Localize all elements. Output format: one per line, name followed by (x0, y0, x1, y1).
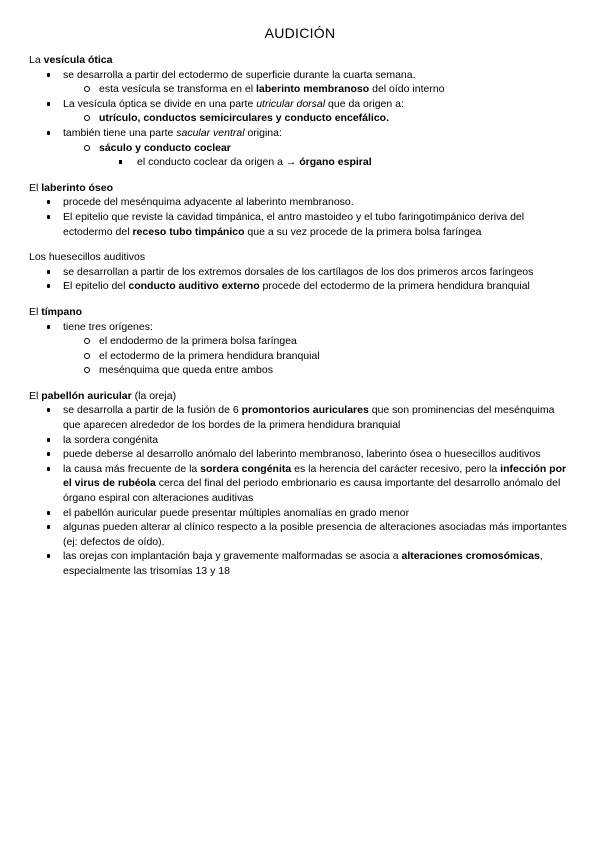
item-text: cerca del final del periodo embrionario es causa importante del desarrollo anómalo del órgano espiral con alteraciones auditivas (63, 477, 561, 505)
section-timpano (29, 305, 574, 378)
item-text: el endodermo de la primera bolsa faríngea (99, 335, 297, 348)
list-item (29, 68, 574, 83)
section-huesecillos (29, 250, 574, 294)
heading-text: El (29, 389, 42, 402)
list-item (29, 549, 574, 578)
bullet-list (29, 68, 574, 170)
item-term: infección por el virus de rubéola (63, 462, 567, 490)
list-item (29, 447, 574, 462)
list-item (29, 126, 574, 141)
bullet-icon (47, 284, 50, 288)
heading-text: La (29, 54, 44, 66)
list-item (29, 141, 574, 156)
heading-term: vesícula ótica (43, 54, 113, 66)
bullet-icon (47, 270, 50, 274)
item-text: mesénquima que queda entre ambos (99, 364, 273, 377)
list-item (29, 195, 574, 210)
item-term: sordera congénita (200, 462, 292, 475)
page-title: AUDICIÓN (264, 25, 336, 41)
section-heading (29, 305, 574, 320)
document-body (29, 53, 574, 579)
item-term: promontorios auriculares (241, 404, 369, 417)
item-text: procede del ectodermo de la primera hendidura branquial (259, 280, 530, 293)
item-text: es la herencia del carácter recesivo, pero la (291, 462, 501, 475)
item-text: se desarrolla a partir del ectodermo de superficie durante la cuarta semana. (63, 68, 416, 81)
heading-text: El (29, 305, 42, 318)
circle-bullet-icon (84, 338, 90, 344)
item-term: alteraciones cromosómicas (401, 550, 540, 563)
heading-text: (la oreja) (131, 389, 177, 402)
heading-text: El (29, 181, 42, 194)
item-text: la causa más frecuente de la (63, 462, 201, 475)
list-item (29, 279, 574, 294)
item-text: se desarrollan a partir de los extremos dorsales de los cartílagos de los dos primeros arcos faríngeos (63, 265, 534, 278)
bullet-icon (47, 467, 50, 471)
item-italic: sacular ventral (176, 126, 245, 139)
list-item (29, 363, 574, 378)
item-text: las orejas con implantación baja y gravemente malformadas se asocia a (63, 550, 402, 563)
section-heading (29, 53, 574, 68)
section-laberinto-oseo (29, 181, 574, 239)
bullet-icon (47, 102, 50, 106)
section-pabellon-auricular (29, 389, 574, 579)
item-text: algunas pueden alterar al clínico respecto a la posible presencia de alteraciones asociadas más importantes (ej: defectos de oído). (63, 521, 567, 548)
item-term: conducto auditivo externo (128, 280, 260, 293)
item-term: utrículo, conductos semicirculares y conducto encefálico. (99, 112, 389, 125)
list-item (29, 334, 574, 349)
item-text: también tiene una parte (63, 126, 177, 139)
bullet-icon (47, 525, 50, 529)
item-text: La vesícula óptica se divide en una parte (63, 97, 257, 110)
bullet-icon (47, 73, 50, 77)
item-text: esta vesícula se transforma en el (99, 83, 256, 96)
circle-bullet-icon (84, 353, 90, 359)
list-item (29, 97, 574, 112)
item-text: que a su vez procede de la primera bolsa faríngea (244, 225, 482, 238)
bullet-icon (47, 325, 50, 329)
list-item (29, 506, 574, 521)
heading-term: tímpano (41, 305, 83, 318)
bullet-icon (47, 554, 50, 558)
item-text: que da origen a: (325, 97, 404, 110)
heading-term: laberinto óseo (41, 181, 114, 194)
item-text: el pabellón auricular puede presentar múltiples anomalías en grado menor (63, 506, 410, 519)
list-item (29, 155, 574, 170)
item-text: , especialmente las trisomías 13 y 18 (63, 550, 543, 577)
item-term: laberinto membranoso (256, 83, 370, 96)
list-item (29, 403, 574, 432)
item-text: origina: (244, 126, 282, 139)
list-item (29, 82, 574, 97)
bullet-icon (47, 215, 50, 219)
list-item (29, 111, 574, 126)
item-term: receso tubo timpánico (132, 225, 245, 238)
item-text: tiene tres orígenes: (63, 320, 153, 333)
section-heading: Los huesecillos auditivos (29, 251, 146, 264)
item-text: la sordera congénita (63, 433, 159, 446)
circle-bullet-icon (84, 115, 90, 121)
bullet-list (29, 265, 574, 294)
bullet-icon (47, 200, 50, 204)
item-text: que son prominencias del mesénquima que aparecen alrededor de los bordes de la primera hendidura branquial (63, 404, 555, 432)
circle-bullet-icon (84, 145, 90, 151)
list-item (29, 320, 574, 335)
item-text: El epitelio que reviste la cavidad timpánica, el antro mastoideo y el tubo faringotimpánico deriva del ectodermo del (63, 210, 525, 238)
list-item (29, 265, 574, 280)
bullet-icon (47, 452, 50, 456)
item-term: sáculo y conducto coclear (99, 141, 231, 154)
bullet-list (29, 195, 574, 239)
item-term: órgano espiral (299, 156, 372, 169)
bullet-list (29, 320, 574, 378)
bullet-icon (47, 511, 50, 515)
section-heading (29, 389, 574, 404)
circle-bullet-icon (84, 86, 90, 92)
item-text: procede del mesénquima adyacente al laberinto membranoso. (63, 196, 354, 209)
circle-bullet-icon (84, 367, 90, 373)
list-item (29, 462, 574, 506)
heading-term: pabellón auricular (41, 389, 132, 402)
item-text: el conducto coclear da origen a → (137, 156, 300, 169)
bullet-icon (47, 408, 50, 412)
item-text: del oído interno (369, 83, 445, 96)
list-item (29, 349, 574, 364)
item-italic: utricular dorsal (256, 97, 326, 110)
section-vesicula-otica (29, 53, 574, 170)
list-item (29, 210, 574, 239)
bullet-list (29, 403, 574, 578)
item-text: se desarrolla a partir de la fusión de 6 (63, 404, 242, 417)
item-text: El epitelio del (63, 280, 129, 293)
list-item (29, 433, 574, 448)
bullet-icon (47, 131, 50, 135)
bullet-icon (47, 438, 50, 442)
list-item (29, 520, 574, 549)
square-bullet-icon (119, 160, 122, 164)
section-heading (29, 181, 574, 196)
item-text: puede deberse al desarrollo anómalo del laberinto membranoso, laberinto ósea o huesecillos auditivos (63, 448, 541, 461)
item-text: el ectodermo de la primera hendidura branquial (99, 349, 320, 362)
